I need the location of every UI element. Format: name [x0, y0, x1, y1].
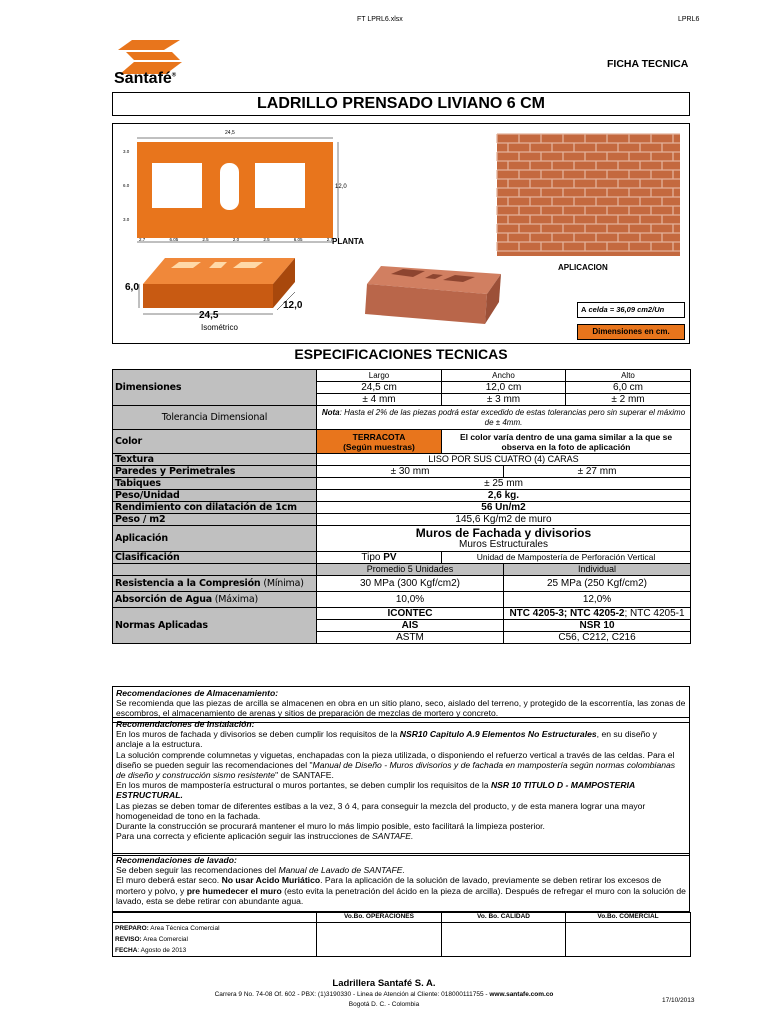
instalacion-p4: Las piezas se deben tomar de diferentes estibas a la vez, 3 ó 4, para conseguir la mezcla del producto, y de esta manera lograr una mayor homogeneidad de tono en la fachada. [116, 800, 646, 821]
normas-label: Normas Aplicadas [113, 608, 317, 644]
lavado-section [112, 853, 690, 912]
astm-label: ASTM [317, 632, 504, 644]
largo-value: 24,5 cm [317, 382, 442, 394]
rendimiento-value: 56 Un/m2 [317, 502, 691, 514]
almacenamiento-title: Recomendaciones de Almacenamiento: [116, 688, 279, 698]
absorcion-individual: 12,0% [504, 592, 691, 608]
peso-m2-label: Peso / m2 [113, 514, 317, 526]
iso-length: 24,5 [199, 310, 219, 321]
icontec-label: ICONTEC [317, 608, 504, 620]
lavado-p1: Se deben seguir las recomendaciones del Manual de Lavado de SANTAFE. [116, 865, 405, 876]
vobo-calidad: Vo. Bo. CALIDAD [442, 913, 566, 923]
iso-width: 12,0 [283, 300, 303, 311]
peso-label: Peso/Unidad [113, 490, 317, 502]
instalacion-p1: En los muros de fachada y divisorios se deben cumplir los requisitos de la NSR10 Capitulo A.9 Elementos No Estructurales, en su diseño y anclaje a la estructura. [116, 729, 657, 750]
ancho-header: Ancho [442, 370, 566, 382]
lavado-p2: El muro deberá estar seco. No usar Acido Muriático. Para la aplicación de la solución de lavado, previamente se deben retirar los excesos de mortero y polvo, y pre humedecer el muro (esto evita la penetración del ácido en la pieza de arcilla). Después de refregar el muro con la solución de lavado, esta se debe retirar con abundante agua. [116, 875, 686, 906]
dimensiones-label: Dimensiones [113, 370, 317, 406]
aplicacion-value: Muros de Fachada y divisorios Muros Estructurales [317, 526, 691, 552]
clasificacion-desc: Unidad de Mampostería de Perforación Vertical [442, 552, 691, 564]
iso-label: Isométrico [201, 323, 238, 332]
dim-left-2: 6.0 [123, 183, 130, 188]
ais-label: AIS [317, 620, 504, 632]
largo-tol: ± 4 mm [317, 394, 442, 406]
clasificacion-tipo: Tipo PV [317, 552, 442, 564]
paredes-value-1: ± 30 mm [317, 466, 504, 478]
dim-width: 12,0 [335, 184, 347, 190]
planta-label: PLANTA [332, 237, 364, 246]
tolerancia-label: Tolerancia Dimensional [113, 406, 317, 430]
file-name: FT LPRL6.xlsx [357, 16, 403, 23]
paredes-value-2: ± 27 mm [504, 466, 691, 478]
instalacion-p2: La solución comprende columnetas y viguetas, enchapadas con la pieza utilizada, o disponiendo el refuerzo vertical a través de las celdas. Para el diseño se pueden seguir las recomendaciones del "Manual de Diseño - Muros divisorios y de fachada en mampostería según normas colombianas de diseño y construcción sismo resistente" de SANTAFE. [116, 749, 676, 781]
signature-calidad [442, 923, 566, 957]
instalacion-p6: Para una correcta y eficiente aplicación seguir las instrucciones de SANTAFE. [116, 831, 414, 842]
almacenamiento-text: Se recomienda que las piezas de arcilla se almacenen en obra en un sitio plano, seco, aislado del terreno, y protegido de la escorrentía, las zonas de escombros, el almacenamiento de arenas y sitios de preparación de mezclas de mortero y concreto. [116, 698, 686, 719]
absorcion-promedio: 10,0% [317, 592, 504, 608]
ancho-tol: ± 3 mm [442, 394, 566, 406]
color-note: El color varía dentro de una gama similar a la que se observa en la foto de aplicación [442, 430, 691, 454]
signature-comercial [566, 923, 691, 957]
blank-header-cell [113, 564, 317, 576]
alto-value: 6,0 cm [566, 382, 691, 394]
iso-height: 6,0 [125, 282, 139, 293]
signature-operaciones [317, 923, 442, 957]
absorcion-label: Absorción de Agua (Máxima) [113, 592, 317, 608]
paredes-label: Paredes y Perimetrales [113, 466, 317, 478]
color-label: Color [113, 430, 317, 454]
footer-city: Bogotá D. C. - Colombia [348, 1001, 420, 1008]
footer-date: 17/10/2013 [662, 997, 695, 1004]
icontec-value: NTC 4205-3; NTC 4205-2; NTC 4205-1 [504, 608, 691, 620]
vobo-operaciones: Vo.Bo. OPERACIONES [317, 913, 442, 923]
ais-value: NSR 10 [504, 620, 691, 632]
product-title: LADRILLO PRENSADO LIVIANO 6 CM [112, 92, 690, 116]
tabiques-label: Tabiques [113, 478, 317, 490]
signoff-blank [113, 913, 317, 923]
footer-address: Carrera 9 No. 74-08 Of. 602 - PBX: (1)3190330 - Linea de Atención al Cliente: 018000111755 - www.santafe.com.co [214, 991, 554, 998]
drawing-panel [112, 123, 690, 344]
dim-left-3: 3.0 [123, 217, 130, 222]
aplicacion-spec-label: Aplicación [113, 526, 317, 552]
lavado-title: Recomendaciones de lavado: [116, 855, 237, 865]
dim-bottom-row: 2.7 6.05 2.5 2.0 2.5 6.05 2.7 [139, 237, 333, 242]
individual-header: Individual [504, 564, 691, 576]
tolerancia-note: Nota: Hasta el 2% de las piezas podrá estar excedido de estas tolerancias pero sin superar el máximo de ± 4mm. [317, 406, 691, 430]
spec-table [112, 369, 691, 644]
clasificacion-label: Clasificación [113, 552, 317, 564]
doc-type: FICHA TECNICA [607, 58, 689, 70]
instalacion-p5: Durante la construcción se procurará mantener el muro lo más limpio posible, esto facilitará la limpieza posterior. [116, 821, 545, 832]
resistencia-promedio: 30 MPa (300 Kgf/cm2) [317, 576, 504, 592]
textura-label: Textura [113, 454, 317, 466]
vobo-comercial: Vo.Bo. COMERCIAL [566, 913, 691, 923]
alto-tol: ± 2 mm [566, 394, 691, 406]
instalacion-section [112, 717, 690, 856]
alto-header: Alto [566, 370, 691, 382]
textura-value: LISO POR SUS CUATRO (4) CARAS [317, 454, 691, 466]
resistencia-label: Resistencia a la Compresión (Mínima) [113, 576, 317, 592]
peso-value: 2,6 kg. [317, 490, 691, 502]
peso-m2-value: 145,6 Kg/m2 de muro [317, 514, 691, 526]
largo-header: Largo [317, 370, 442, 382]
resistencia-individual: 25 MPa (250 Kgf/cm2) [504, 576, 691, 592]
signoff-table [112, 912, 691, 957]
ancho-value: 12,0 cm [442, 382, 566, 394]
promedio-header: Promedio 5 Unidades [317, 564, 504, 576]
spec-title: ESPECIFICACIONES TECNICAS [294, 346, 508, 362]
footer-company: Ladrillera Santafé S. A. [332, 978, 436, 989]
astm-value: C56, C212, C216 [504, 632, 691, 644]
signoff-info: PREPARO: Area Técnica Comercial REVISO: Area Comercial FECHA: Agosto de 2013 [113, 923, 317, 957]
instalacion-title: Recomendaciones de Instalación: [116, 719, 255, 729]
brand-name: Santafé® [114, 70, 177, 87]
instalacion-p3: En los muros de mampostería estructural o muros portantes, se deben cumplir los requisitos de la NSR 10 TITULO D - MAMPOSTERIA ESTRUCTURAL. [116, 780, 635, 801]
tabiques-value: ± 25 mm [317, 478, 691, 490]
units-badge: Dimensiones en cm. [577, 324, 685, 340]
rendimiento-label: Rendimiento con dilatación de 1cm [113, 502, 317, 514]
dim-length: 24,5 [225, 130, 235, 136]
sheet-code: LPRL6 [678, 16, 700, 23]
color-value: TERRACOTA (Según muestras) [317, 430, 442, 454]
aplicacion-label: APLICACION [558, 263, 608, 272]
dim-left-1: 3.0 [123, 149, 130, 154]
area-cell-box: A celda = 36,09 cm2/Un [577, 302, 685, 318]
